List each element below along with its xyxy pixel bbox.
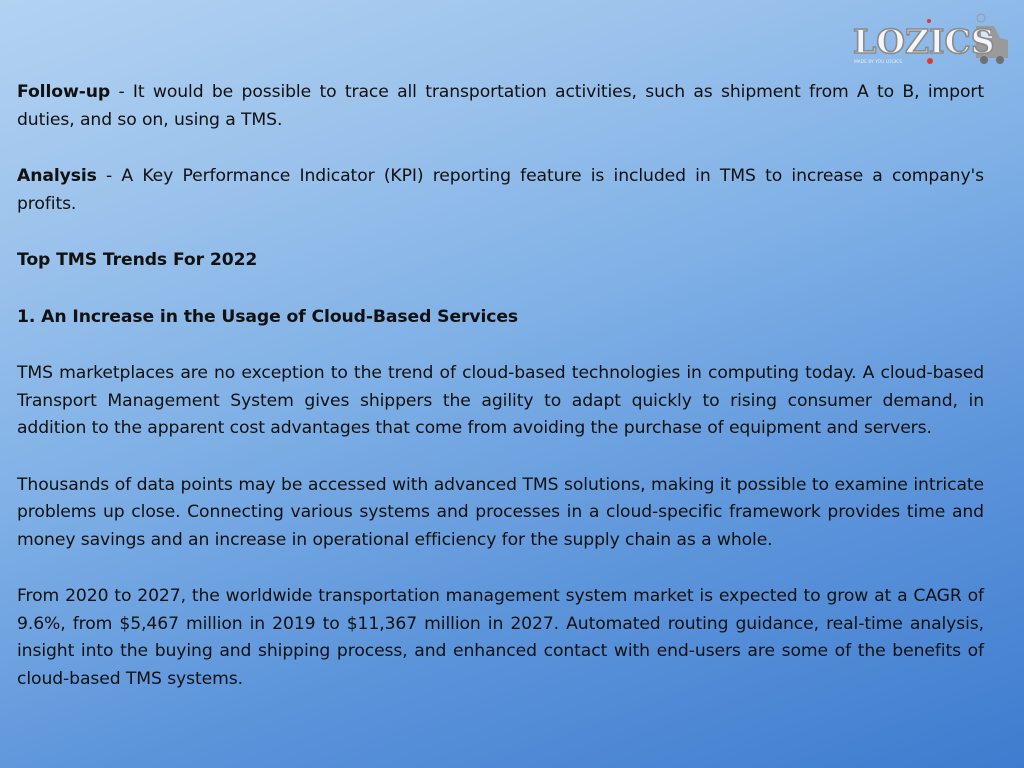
- trend1-heading: 1. An Increase in the Usage of Cloud-Based Services: [17, 306, 519, 327]
- trends-heading: Top TMS Trends For 2022: [17, 250, 258, 270]
- followup-text: - It would be possible to trace all transportation activities, such as shipment from A to B, import duties, and so on, using a TMS.: [17, 82, 984, 130]
- svg-text:MADE BY YOU LOGICS: MADE BY YOU LOGICS: [854, 60, 902, 65]
- analysis-text: - A Key Performance Indicator (KPI) reporting feature is included in TMS to increase a company's profits.: [17, 166, 984, 214]
- svg-text:LOZICS: LOZICS: [853, 22, 995, 61]
- body-paragraph-1: TMS marketplaces are no exception to the trend of cloud-based technologies in computing today. A cloud-based Transport Management System gives shippers the agility to adapt quickly to rising consumer demand, in addition to the apparent cost advantages that come from avoiding the purchase of equipment and servers.: [17, 363, 984, 438]
- followup-label: Follow-up: [17, 82, 111, 102]
- followup-paragraph: [17, 79, 984, 134]
- company-logo: [850, 12, 1014, 70]
- lozics-truck-logo-icon: [850, 12, 1014, 70]
- body-paragraph-2: Thousands of data points may be accessed with advanced TMS solutions, making it possible to examine intricate problems up close. Connecting various systems and processes in a cloud-specific framework provides time and money savings and an increase in operational efficiency for the supply chain as a whole.: [17, 474, 984, 550]
- document-body: [17, 79, 984, 722]
- body-paragraph-3: From 2020 to 2027, the worldwide transportation management system market is expected to grow at a CAGR of 9.6%, from $5,467 million in 2019 to $11,367 million in 2027. Automated routing guidance, real-time analysis, insight into the buying and shipping process, and enhanced contact with end-users are some of the benefits of cloud-based TMS systems.: [17, 586, 984, 689]
- analysis-label: Analysis: [17, 166, 97, 186]
- analysis-paragraph: [17, 163, 984, 218]
